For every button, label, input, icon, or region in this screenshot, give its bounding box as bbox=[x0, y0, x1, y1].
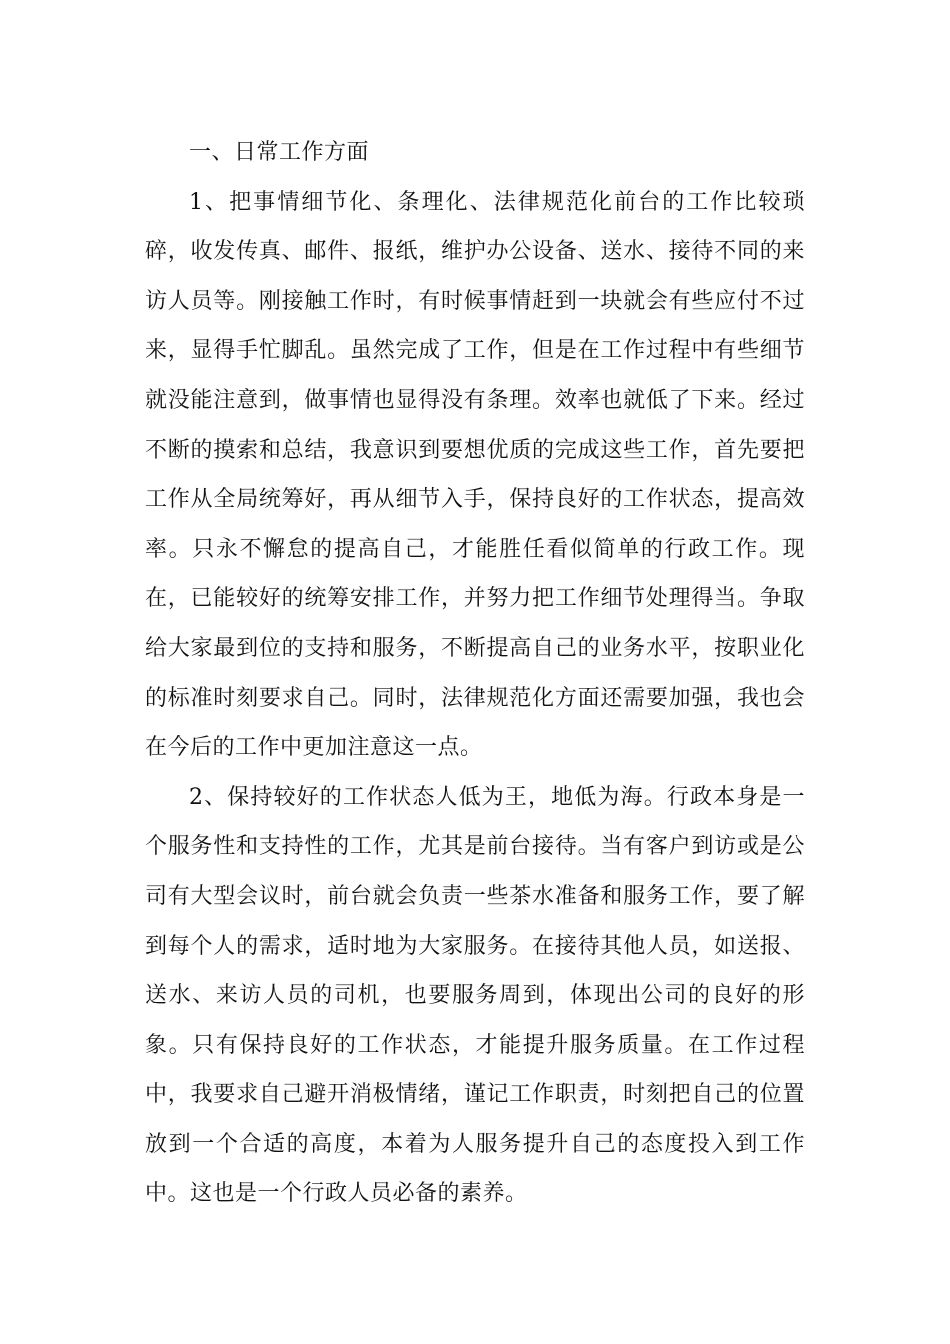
paragraph-2: 2、保持较好的工作状态人低为王，地低为海。行政本身是一个服务性和支持性的工作，尤其是前台接待。当有客户到访或是公司有大型会议时，前台就会负责一些茶水准备和服务工作，要了解到每个人的需求，适时地为大家服务。在接待其他人员，如送报、送水、来访人员的司机，也要服务周到，体现出公司的良好的形象。只有保持良好的工作状态，才能提升服务质量。在工作过程中，我要求自己避开消极情绪，谨记工作职责，时刻把自己的位置放到一个合适的高度，本着为人服务提升自己的态度投入到工作中。这也是一个行政人员必备的素养。 bbox=[145, 784, 805, 1207]
section-heading: 一、日常工作方面 bbox=[189, 140, 370, 165]
document-body bbox=[145, 128, 805, 1219]
paragraph-1: 1、把事情细节化、条理化、法律规范化前台的工作比较琐碎，收发传真、邮件、报纸，维护办公设备、送水、接待不同的来访人员等。刚接触工作时，有时候事情赶到一块就会有些应付不过来，显得手忙脚乱。虽然完成了工作，但是在工作过程中有些细节就没能注意到，做事情也显得没有条理。效率也就低了下来。经过不断的摸索和总结，我意识到要想优质的完成这些工作，首先要把工作从全局统筹好，再从细节入手，保持良好的工作状态，提高效率。只永不懈怠的提高自己，才能胜任看似简单的行政工作。现在，已能较好的统筹安排工作，并努力把工作细节处理得当。争取给大家最到位的支持和服务，不断提高自己的业务水平，按职业化的标准时刻要求自己。同时，法律规范化方面还需要加强，我也会在今后的工作中更加注意这一点。 bbox=[145, 189, 805, 761]
